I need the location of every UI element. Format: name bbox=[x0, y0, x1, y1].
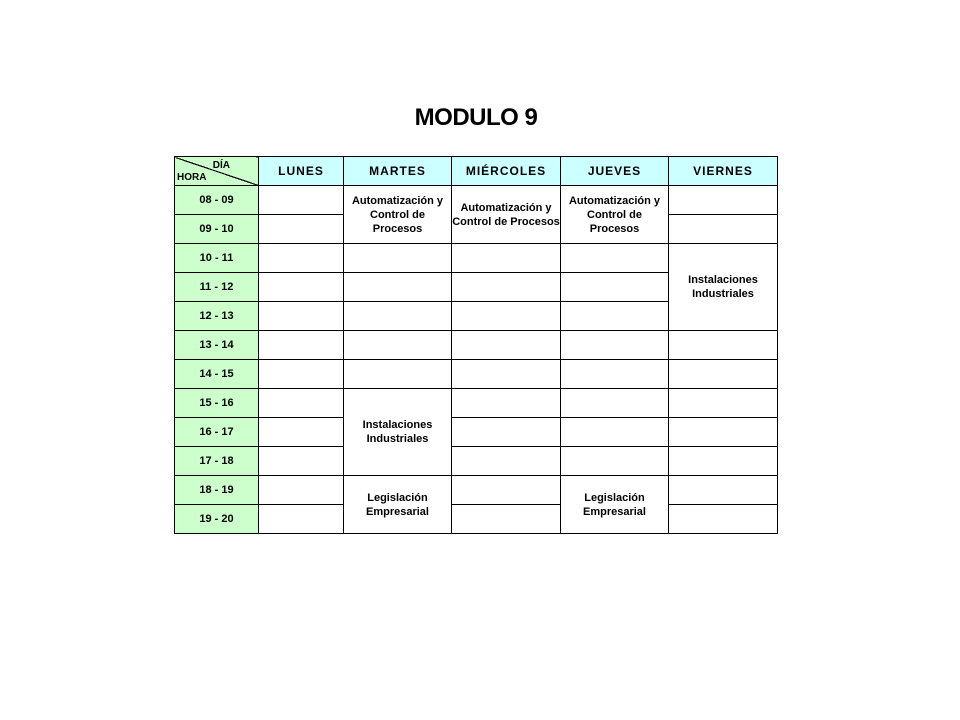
empty-cell bbox=[669, 331, 778, 360]
page-title: MODULO 9 bbox=[414, 104, 538, 131]
hour-cell: 19 - 20 bbox=[175, 505, 259, 534]
schedule-table bbox=[174, 156, 778, 534]
empty-cell bbox=[259, 389, 344, 418]
empty-cell bbox=[259, 505, 344, 534]
empty-cell bbox=[259, 331, 344, 360]
table-row bbox=[175, 186, 778, 215]
empty-cell bbox=[669, 418, 778, 447]
day-header-miercoles: MIÉRCOLES bbox=[452, 157, 561, 186]
empty-cell bbox=[259, 273, 344, 302]
subject-cell-martes-morning: Automatización y Control de Procesos bbox=[344, 186, 452, 244]
subject-cell-martes-evening: Legislación Empresarial bbox=[344, 476, 452, 534]
empty-cell bbox=[669, 447, 778, 476]
empty-cell bbox=[669, 360, 778, 389]
empty-cell bbox=[452, 447, 561, 476]
day-header-viernes: VIERNES bbox=[669, 157, 778, 186]
empty-cell bbox=[561, 389, 669, 418]
empty-cell bbox=[259, 476, 344, 505]
empty-cell bbox=[452, 244, 561, 273]
table-row bbox=[175, 505, 778, 534]
empty-cell bbox=[452, 389, 561, 418]
hour-cell: 11 - 12 bbox=[175, 273, 259, 302]
empty-cell bbox=[259, 360, 344, 389]
empty-cell bbox=[344, 244, 452, 273]
table-row bbox=[175, 476, 778, 505]
hour-cell: 14 - 15 bbox=[175, 360, 259, 389]
empty-cell bbox=[452, 360, 561, 389]
empty-cell bbox=[344, 273, 452, 302]
hour-cell: 18 - 19 bbox=[175, 476, 259, 505]
empty-cell bbox=[452, 505, 561, 534]
empty-cell bbox=[452, 418, 561, 447]
table-row bbox=[175, 331, 778, 360]
hour-cell: 08 - 09 bbox=[175, 186, 259, 215]
hour-cell: 12 - 13 bbox=[175, 302, 259, 331]
empty-cell bbox=[669, 215, 778, 244]
empty-cell bbox=[452, 273, 561, 302]
empty-cell bbox=[344, 360, 452, 389]
subject-cell-viernes-mid: Instalaciones Industriales bbox=[669, 244, 778, 331]
subject-cell-miercoles-morning: Automatización y Control de Procesos bbox=[452, 186, 561, 244]
hour-cell: 16 - 17 bbox=[175, 418, 259, 447]
empty-cell bbox=[669, 389, 778, 418]
empty-cell bbox=[259, 418, 344, 447]
corner-cell bbox=[175, 157, 259, 186]
empty-cell bbox=[669, 505, 778, 534]
empty-cell bbox=[344, 331, 452, 360]
table-row bbox=[175, 418, 778, 447]
hour-cell: 17 - 18 bbox=[175, 447, 259, 476]
subject-cell-jueves-morning: Automatización y Control de Procesos bbox=[561, 186, 669, 244]
empty-cell bbox=[561, 418, 669, 447]
table-row bbox=[175, 447, 778, 476]
table-row bbox=[175, 244, 778, 273]
hour-cell: 15 - 16 bbox=[175, 389, 259, 418]
header-row bbox=[175, 157, 778, 186]
empty-cell bbox=[259, 186, 344, 215]
empty-cell bbox=[452, 476, 561, 505]
day-axis-label: DÍA bbox=[212, 160, 230, 171]
empty-cell bbox=[259, 302, 344, 331]
empty-cell bbox=[452, 331, 561, 360]
hour-cell: 13 - 14 bbox=[175, 331, 259, 360]
empty-cell bbox=[259, 447, 344, 476]
subject-cell-jueves-evening: Legislación Empresarial bbox=[561, 476, 669, 534]
empty-cell bbox=[561, 273, 669, 302]
empty-cell bbox=[561, 360, 669, 389]
subject-cell-martes-afternoon: Instalaciones Industriales bbox=[344, 389, 452, 476]
empty-cell bbox=[561, 331, 669, 360]
empty-cell bbox=[561, 244, 669, 273]
empty-cell bbox=[259, 215, 344, 244]
hour-cell: 09 - 10 bbox=[175, 215, 259, 244]
day-header-lunes: LUNES bbox=[259, 157, 344, 186]
table-row bbox=[175, 389, 778, 418]
hour-axis-label: HORA bbox=[177, 172, 207, 183]
table-row bbox=[175, 360, 778, 389]
empty-cell bbox=[452, 302, 561, 331]
empty-cell bbox=[344, 302, 452, 331]
day-header-jueves: JUEVES bbox=[561, 157, 669, 186]
hour-cell: 10 - 11 bbox=[175, 244, 259, 273]
empty-cell bbox=[669, 476, 778, 505]
empty-cell bbox=[259, 244, 344, 273]
empty-cell bbox=[561, 302, 669, 331]
empty-cell bbox=[669, 186, 778, 215]
empty-cell bbox=[561, 447, 669, 476]
day-header-martes: MARTES bbox=[344, 157, 452, 186]
